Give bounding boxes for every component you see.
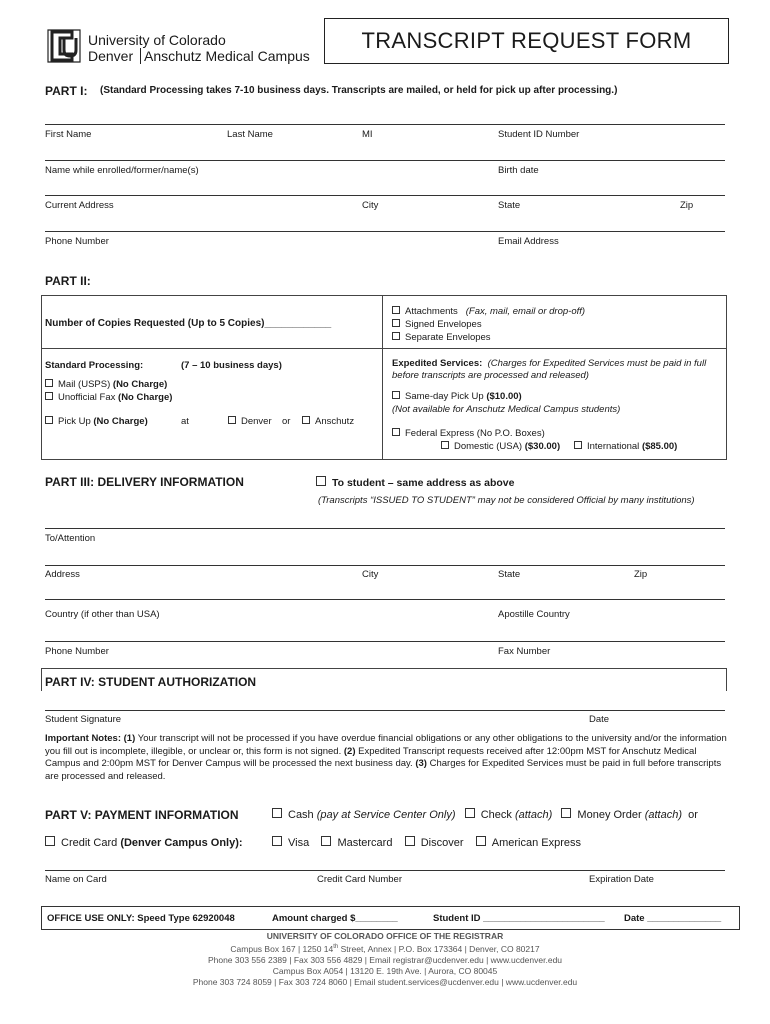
label-signature-date: Date — [589, 714, 610, 725]
option-international[interactable]: International ($85.00) — [574, 441, 677, 452]
expedited-services: Expedited Services: (Charges for Expedited Services must be paid in full before transcripts are processed and released) — [392, 358, 707, 381]
label-email: Email Address — [498, 236, 559, 247]
option-check[interactable]: Check (attach) — [465, 809, 553, 821]
label-state: State — [498, 200, 521, 211]
label-apostille: Apostille Country — [498, 609, 570, 620]
label-delivery-address: Address — [45, 569, 80, 580]
option-fax[interactable]: Unofficial Fax (No Charge) — [45, 392, 172, 403]
checkbox-credit-card[interactable] — [45, 836, 55, 846]
logo-denver: Denver — [88, 48, 134, 64]
label-expiration: Expiration Date — [589, 874, 654, 885]
option-separate-envelopes[interactable]: Separate Envelopes — [392, 332, 491, 343]
checkbox-fax[interactable] — [45, 392, 53, 400]
label-current-address: Current Address — [45, 200, 114, 211]
logo-line-1: University of Colorado — [88, 32, 226, 48]
checkbox-domestic[interactable] — [441, 441, 449, 449]
footer-line-3: Campus Box A054 | 13120 E. 19th Ave. | Aurora, CO 80045 — [272, 965, 498, 976]
part3-line-1 — [45, 528, 725, 529]
checkbox-discover[interactable] — [405, 836, 415, 846]
label-last-name: Last Name — [227, 129, 273, 140]
part1-line-4 — [45, 231, 725, 232]
footer-line-4: Phone 303 724 8059 | Fax 303 724 8060 | Email student.services@ucdenver.edu | www.ucdenver.edu — [192, 976, 578, 987]
to-student-note: (Transcripts “ISSUED TO STUDENT” may not be considered Official by many institutions) — [318, 495, 695, 506]
office-student-id: Student ID _______________________ — [433, 913, 605, 924]
part5-heading: PART V: PAYMENT INFORMATION — [45, 808, 239, 822]
part4-signature-line — [45, 710, 725, 711]
logo-anschutz: Anschutz Medical Campus — [144, 48, 310, 64]
part1-line-1 — [45, 124, 725, 125]
checkbox-fedex[interactable] — [392, 428, 400, 436]
option-anschutz[interactable]: Anschutz — [302, 416, 354, 427]
part1-note: (Standard Processing takes 7-10 business days. Transcripts are mailed, or held for pick up after processing.) — [100, 85, 618, 96]
form-title: TRANSCRIPT REQUEST FORM — [361, 28, 692, 53]
option-mail[interactable]: Mail (USPS) (No Charge) — [45, 379, 167, 390]
option-fedex[interactable]: Federal Express (No P.O. Boxes) — [392, 428, 545, 439]
option-domestic[interactable]: Domestic (USA) ($30.00) — [441, 441, 560, 452]
footer-line-2: Phone 303 556 2389 | Fax 303 556 4829 | Email registrar@ucdenver.edu | www.ucdenver.edu — [207, 954, 563, 965]
checkbox-mastercard[interactable] — [321, 836, 331, 846]
office-date: Date ______________ — [624, 913, 722, 924]
part3-line-2 — [45, 565, 725, 566]
option-to-student[interactable]: To student – same address as above — [316, 476, 514, 489]
part1-line-2 — [45, 160, 725, 161]
label-delivery-fax: Fax Number — [498, 646, 551, 657]
pickup-at: at — [181, 416, 189, 427]
checkbox-attachments[interactable] — [392, 306, 400, 314]
label-delivery-city: City — [362, 569, 379, 580]
part1-heading: PART I: — [45, 84, 88, 98]
checkbox-separate-envelopes[interactable] — [392, 332, 400, 340]
option-money-order[interactable]: Money Order (attach) — [561, 809, 682, 821]
checkbox-denver[interactable] — [228, 416, 236, 424]
label-delivery-phone: Phone Number — [45, 646, 109, 657]
pickup-or: or — [282, 416, 291, 427]
part4-heading: PART IV: STUDENT AUTHORIZATION — [45, 675, 257, 689]
option-denver[interactable]: Denver — [228, 416, 272, 427]
footer — [0, 931, 770, 988]
checkbox-cash[interactable] — [272, 808, 282, 818]
part3-line-4 — [45, 641, 725, 642]
part3-heading: PART III: DELIVERY INFORMATION — [45, 475, 244, 489]
logo-line-2 — [88, 48, 310, 64]
payment-or: or — [688, 809, 698, 821]
label-city: City — [362, 200, 379, 211]
part3-line-3 — [45, 599, 725, 600]
option-mastercard[interactable]: Mastercard — [321, 837, 392, 849]
part1-line-3 — [45, 195, 725, 196]
label-former-names: Name while enrolled/former/name(s) — [45, 165, 199, 176]
option-amex[interactable]: American Express — [476, 837, 581, 849]
checkbox-to-student[interactable] — [316, 476, 326, 486]
part5-card-line — [45, 870, 725, 871]
part2-heading: PART II: — [45, 274, 91, 288]
label-name-on-card: Name on Card — [45, 874, 107, 885]
label-first-name: First Name — [45, 129, 92, 140]
option-visa[interactable]: Visa — [272, 837, 309, 849]
cu-logo-icon — [46, 28, 82, 64]
label-phone: Phone Number — [45, 236, 109, 247]
label-delivery-zip: Zip — [634, 569, 648, 580]
standard-processing-label: Standard Processing: — [45, 360, 144, 371]
copies-requested-label[interactable]: Number of Copies Requested (Up to 5 Copies)____________ — [45, 318, 332, 329]
card-types-row — [272, 836, 581, 849]
checkbox-signed-envelopes[interactable] — [392, 319, 400, 327]
option-credit-card[interactable]: Credit Card (Denver Campus Only): — [45, 836, 243, 849]
label-signature: Student Signature — [45, 714, 122, 725]
option-attachments[interactable]: Attachments (Fax, mail, email or drop-off) — [392, 306, 585, 317]
label-country: Country (if other than USA) — [45, 609, 160, 620]
option-pickup[interactable]: Pick Up (No Charge) — [45, 416, 148, 427]
label-student-id: Student ID Number — [498, 129, 580, 140]
footer-line-1: Campus Box 167 | 1250 14th Street, Annex | P.O. Box 173364 | Denver, CO 80217 — [230, 943, 540, 954]
office-amount: Amount charged $________ — [272, 913, 398, 924]
checkbox-sameday[interactable] — [392, 391, 400, 399]
checkbox-visa[interactable] — [272, 836, 282, 846]
payment-methods-row — [272, 808, 698, 821]
checkbox-mail[interactable] — [45, 379, 53, 387]
label-attention: To/Attention — [45, 533, 96, 544]
office-use-label: OFFICE USE ONLY: Speed Type 62920048 — [47, 913, 235, 924]
footer-office-name: UNIVERSITY OF COLORADO OFFICE OF THE REGISTRAR — [266, 931, 504, 941]
label-birth-date: Birth date — [498, 165, 539, 176]
checkbox-pickup[interactable] — [45, 416, 53, 424]
label-delivery-state: State — [498, 569, 521, 580]
university-logo — [46, 26, 310, 66]
option-sameday[interactable]: Same-day Pick Up ($10.00) — [392, 391, 522, 402]
sameday-note: (Not available for Anschutz Medical Campus students) — [392, 404, 621, 415]
form-title-box — [324, 18, 729, 64]
option-signed-envelopes[interactable]: Signed Envelopes — [392, 319, 482, 330]
option-cash[interactable]: Cash (pay at Service Center Only) — [272, 809, 456, 821]
option-discover[interactable]: Discover — [405, 837, 464, 849]
checkbox-check[interactable] — [465, 808, 475, 818]
standard-processing-days: (7 – 10 business days) — [181, 360, 282, 371]
label-zip: Zip — [680, 200, 694, 211]
important-notes: Important Notes: (1) Your transcript will not be processed if you have overdue financial obligations or any other obligations to the university and/or the information you fill out is incomplete, illegible, or unclear or, this form is not signed. (2) Expedited Transcript requests received after 12:00pm MST for Anschutz Medical Campus and 2:00pm MST for Denver Campus will be processed the next business day. (3) Charges for Expedited Services must be paid in full before transcripts are processed and released. — [45, 733, 727, 782]
label-mi: MI — [362, 129, 373, 140]
checkbox-money-order[interactable] — [561, 808, 571, 818]
checkbox-anschutz[interactable] — [302, 416, 310, 424]
checkbox-international[interactable] — [574, 441, 582, 449]
label-card-number: Credit Card Number — [317, 874, 402, 885]
checkbox-amex[interactable] — [476, 836, 486, 846]
